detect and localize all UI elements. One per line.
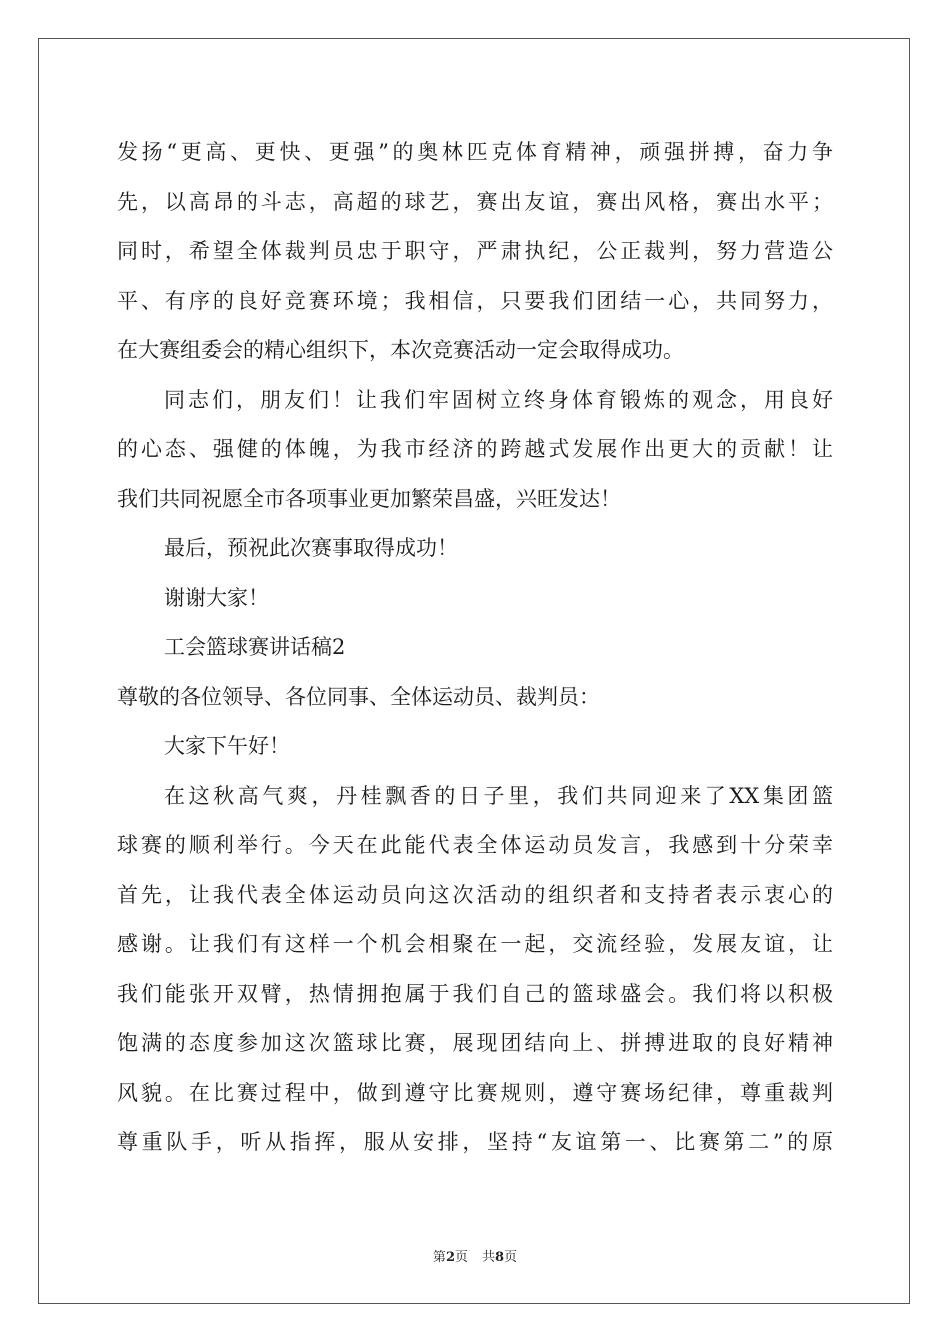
total-pages: 8 (495, 1250, 505, 1265)
text-line: 谢谢大家！ (164, 585, 269, 610)
text-line: 尊敬的各位领导、各位同事、全体运动员、裁判员： (117, 684, 600, 709)
text-line: 首先，让我代表全体运动员向这次活动的组织者和支持者表示衷心的 (117, 882, 833, 907)
text-line: 发扬“更高、更快、更强”的奥林匹克体育精神，顽强拼搏，奋力争 (117, 140, 833, 164)
text-line: 球赛的顺利举行。今天在此能代表全体运动员发言，我感到十分荣幸 (117, 833, 833, 857)
page-label-suffix: 页 (454, 1250, 468, 1265)
text-line: 先，以高昂的斗志，高超的球艺，赛出友谊，赛出风格，赛出水平； (117, 189, 833, 214)
text-line: 的心态、强健的体魄，为我市经济的跨越式发展作出更大的贡献！让 (117, 437, 833, 461)
text-line: 在大赛组委会的精心组织下，本次竞赛活动一定会取得成功。 (117, 338, 684, 362)
text-line: 风貌。在比赛过程中，做到遵守比赛规则，遵守赛场纪律，尊重裁判 (117, 1080, 833, 1105)
text-line: 最后，预祝此次赛事取得成功！ (164, 536, 458, 560)
text-line: 大家下午好！ (164, 734, 290, 758)
text-line: 我们能张开双臂，热情拥抱属于我们自己的篮球盛会。我们将以积极 (117, 981, 833, 1006)
page-footer (0, 1246, 950, 1265)
text-line: 在这秋高气爽，丹桂飘香的日子里，我们共同迎来了XX集团篮 (164, 783, 833, 808)
text-line: 我们共同祝愿全市各项事业更加繁荣昌盛，兴旺发达！ (117, 486, 621, 511)
text-line: 同时，希望全体裁判员忠于职守，严肃执纪，公正裁判，努力营造公 (117, 239, 833, 263)
page-label-prefix: 第 (432, 1250, 446, 1265)
document-body (117, 128, 833, 1168)
text-line: 平、有序的良好竞赛环境；我相信，只要我们团结一心，共同努力， (117, 288, 833, 313)
text-line: 同志们，朋友们！让我们牢固树立终身体育锻炼的观念，用良好 (164, 387, 833, 412)
text-line: 工会篮球赛讲话稿2 (164, 635, 346, 659)
total-label-suffix: 页 (504, 1250, 518, 1265)
text-line: 饱满的态度参加这次篮球比赛，展现团结向上、拼搏进取的良好精神 (117, 1031, 833, 1055)
text-line: 感谢。让我们有这样一个机会相聚在一起，交流经验，发展友谊，让 (117, 932, 833, 956)
page-number: 2 (445, 1250, 455, 1265)
total-label-prefix: 共 (482, 1250, 496, 1265)
text-line: 尊重队手，听从指挥，服从安排，坚持“友谊第一、比赛第二”的原 (117, 1130, 833, 1154)
